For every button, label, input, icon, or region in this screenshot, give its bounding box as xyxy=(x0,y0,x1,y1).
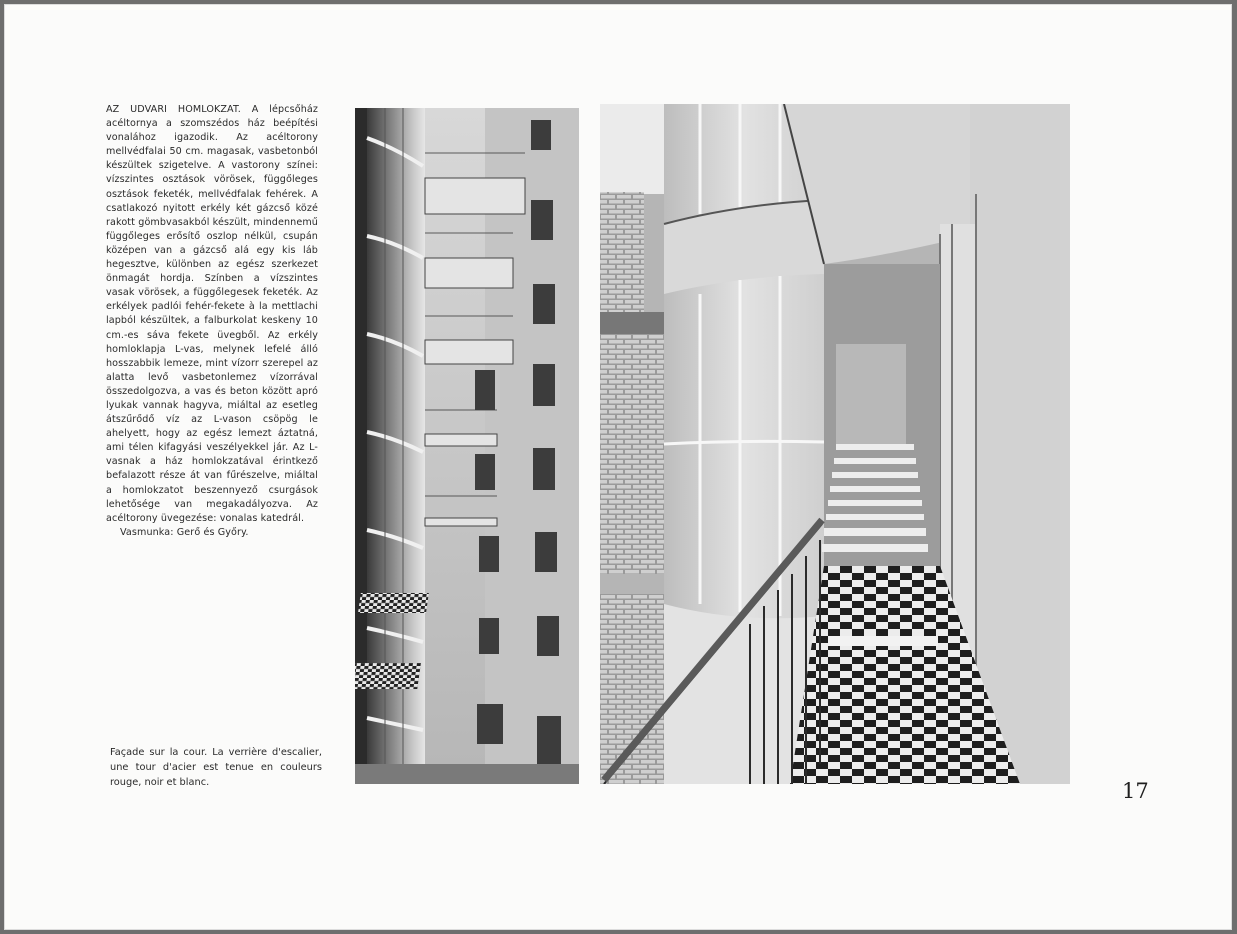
magazine-page xyxy=(4,4,1232,930)
french-caption xyxy=(110,745,322,790)
hungarian-description xyxy=(106,103,318,540)
courtyard-facade-photo xyxy=(355,108,579,784)
ironwork-credit: Vasmunka: Gerő és Győry. xyxy=(120,526,249,538)
hungarian-body-text: AZ UDVARI HOMLOKZAT. A lépcsőház acéltornya a szomszédos ház beépítési vonalához igazodik. Az acéltorony mellvédfalai 50 cm. magasak, vasbetonból készültek szigetelve. A vastorony színei: vízszintes osztások vörösek, függőleges osztások feketék, mellvédfalak fehérek. A csatlakozó nyitott erkély két gázcső közé rakott gömbvasakból készült, mindennemű függőleges erősítő oszlop nélkül, csupán középen van a gázcső alá egy kis láb hegesztve, különben az egész szerkezet önmagát hordja. Színben a vízszintes vasak vörösek, a függőlegesek feketék. Az erkélyek padlói fehér-fekete à la mettlachi lapból készültek, a falburkolat keskeny 10 cm.-es sáva fekete üvegből. Az erkély homloklapja L-vas, melynek lefelé álló hosszabbik lemeze, mint vízorr szerepel az alatta levő vasbetonlemez vízorrával összedolgozva, a vas és beton között apró lyukak vannak hagyva, miáltal az esetleg átszűrődő víz az L-vason csöpög le ahelyett, hogy az egész lemezt áztatná, ami télen kifagyási veszélyekkel jár. Az L-vasnak a ház homlokzatával érintkező befalazott része át van fűrészelve, miáltal a homlokzatot beszennyező csurgások lehetősége van megakadályozva. Az acéltorony üvegezése: vonalas katedrál. xyxy=(106,104,318,524)
staircase-landing-photo xyxy=(600,104,1070,784)
french-caption-text: Façade sur la cour. La verrière d'escalier, une tour d'acier est tenue en couleurs rouge, noir et blanc. xyxy=(110,747,322,788)
page-number: 17 xyxy=(1122,779,1149,803)
